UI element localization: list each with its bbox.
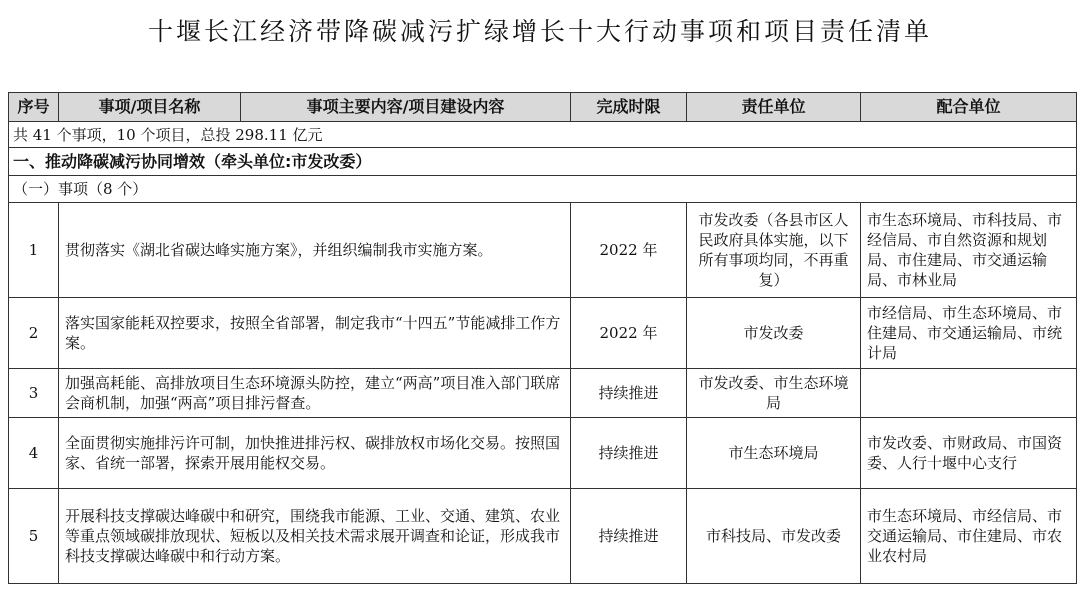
row-content: 贯彻落实《湖北省碳达峰实施方案》，并组织编制我市实施方案。 — [59, 203, 571, 298]
header-content: 事项主要内容/项目建设内容 — [241, 93, 571, 122]
responsibility-table — [8, 92, 1077, 584]
row-deadline: 持续推进 — [571, 369, 687, 418]
row-cooperating: 市发改委、市财政局、市国资委、人行十堰中心支行 — [861, 418, 1077, 489]
row-num: 2 — [9, 298, 59, 369]
row-cooperating — [861, 369, 1077, 418]
document-title: 十堰长江经济带降碳减污扩绿增长十大行动事项和项目责任清单 — [147, 17, 932, 46]
subsection-row — [9, 176, 1077, 203]
subsection-title: （一）事项（8 个） — [9, 176, 1077, 203]
row-content: 加强高耗能、高排放项目生态环境源头防控，建立“两高”项目准入部门联席会商机制，加强“两高”项目排污督查。 — [59, 369, 571, 418]
summary-text: 共 41 个事项，10 个项目，总投 298.11 亿元 — [9, 122, 1077, 148]
row-deadline: 持续推进 — [571, 489, 687, 584]
table-row — [9, 418, 1077, 489]
row-deadline: 2022 年 — [571, 298, 687, 369]
header-name: 事项/项目名称 — [59, 93, 241, 122]
row-deadline: 持续推进 — [571, 418, 687, 489]
row-responsible: 市生态环境局 — [687, 418, 861, 489]
row-num: 3 — [9, 369, 59, 418]
row-content: 落实国家能耗双控要求，按照全省部署，制定我市“十四五”节能减排工作方案。 — [59, 298, 571, 369]
header-responsible: 责任单位 — [687, 93, 861, 122]
section-title: 一、推动降碳减污协同增效（牵头单位:市发改委） — [9, 148, 1077, 176]
row-responsible: 市发改委（各县市区人民政府具体实施，以下所有事项均同，不再重复） — [687, 203, 861, 298]
row-responsible: 市发改委、市生态环境局 — [687, 369, 861, 418]
row-content: 全面贯彻实施排污许可制，加快推进排污权、碳排放权市场化交易。按照国家、省统一部署，探索开展用能权交易。 — [59, 418, 571, 489]
row-content: 开展科技支撑碳达峰碳中和研究，围绕我市能源、工业、交通、建筑、农业等重点领域碳排放现状、短板以及相关技术需求展开调查和论证，形成我市科技支撑碳达峰碳中和行动方案。 — [59, 489, 571, 584]
row-deadline: 2022 年 — [571, 203, 687, 298]
table-row — [9, 203, 1077, 298]
header-cooperating: 配合单位 — [861, 93, 1077, 122]
row-cooperating: 市生态环境局、市科技局、市经信局、市自然资源和规划局、市住建局、市交通运输局、市林业局 — [861, 203, 1077, 298]
row-cooperating: 市经信局、市生态环境局、市住建局、市交通运输局、市统计局 — [861, 298, 1077, 369]
header-num: 序号 — [9, 93, 59, 122]
table-row — [9, 369, 1077, 418]
table-row — [9, 489, 1077, 584]
summary-row — [9, 122, 1077, 148]
header-deadline: 完成时限 — [571, 93, 687, 122]
section-row — [9, 148, 1077, 176]
row-responsible: 市发改委 — [687, 298, 861, 369]
row-num: 5 — [9, 489, 59, 584]
header-row — [9, 93, 1077, 122]
row-num: 1 — [9, 203, 59, 298]
row-num: 4 — [9, 418, 59, 489]
row-responsible: 市科技局、市发改委 — [687, 489, 861, 584]
row-cooperating: 市生态环境局、市经信局、市交通运输局、市住建局、市农业农村局 — [861, 489, 1077, 584]
table-row — [9, 298, 1077, 369]
